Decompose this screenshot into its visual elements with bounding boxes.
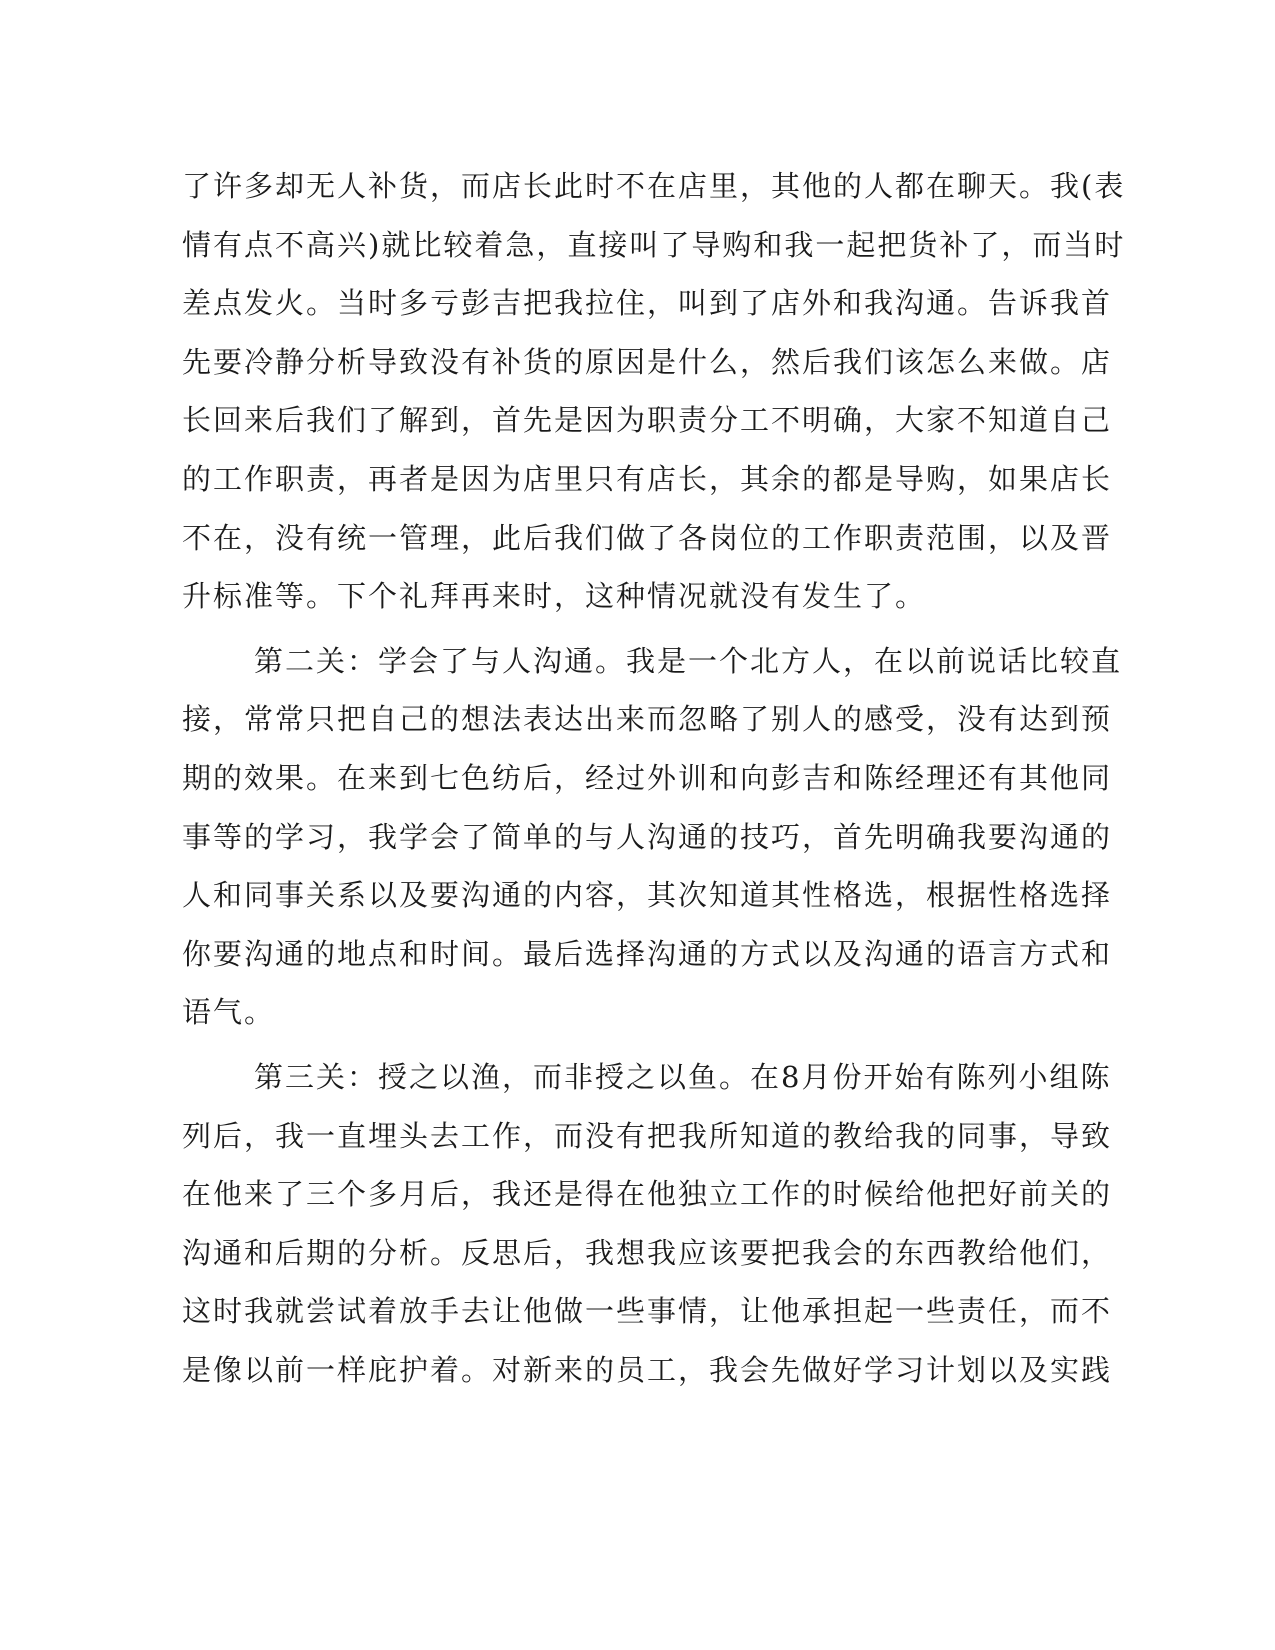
paragraph-3 [182,1048,1113,1400]
text-line: 在他来了三个多月后，我还是得在他独立工作的时候给他把好前关的 [182,1177,1113,1212]
text-line: 列后，我一直埋头去工作，而没有把我所知道的教给我的同事，导致 [182,1118,1113,1153]
document-body [182,157,1126,1399]
paragraph-2 [182,632,1123,1042]
text-line: 不在，没有统一管理，此后我们做了各岗位的工作职责范围，以及晋 [182,520,1113,555]
text-line: 长回来后我们了解到，首先是因为职责分工不明确，大家不知道自己 [182,403,1113,438]
text-line: 差点发火。当时多亏彭吉把我拉住，叫到了店外和我沟通。告诉我首 [182,286,1113,321]
text-line: 你要沟通的地点和时间。最后选择沟通的方式以及沟通的语言方式和 [182,936,1113,971]
text-line: 沟通和后期的分析。反思后，我想我应该要把我会的东西教给他们， [182,1235,1113,1270]
text-line: 了许多却无人补货，而店长此时不在店里，其他的人都在聊天。我(表 [182,169,1126,203]
text-line: 第三关：授之以渔，而非授之以鱼。在8月份开始有陈列小组陈 [254,1059,1112,1094]
text-line: 这时我就尝试着放手去让他做一些事情，让他承担起一些责任，而不 [182,1294,1113,1329]
text-line: 是像以前一样庇护着。对新来的员工，我会先做好学习计划以及实践 [182,1352,1113,1387]
text-line: 的工作职责，再者是因为店里只有店长，其余的都是导购，如果店长 [182,461,1113,496]
text-line: 语气。 [182,995,276,1030]
paragraph-1 [182,157,1126,626]
text-line: 接，常常只把自己的想法表达出来而忽略了别人的感受，没有达到预 [182,702,1113,737]
text-line: 升标准等。下个礼拜再来时，这种情况就没有发生了。 [182,579,927,614]
text-line: 第二关：学会了与人沟通。我是一个北方人，在以前说话比较直 [254,643,1123,678]
text-line: 先要冷静分析导致没有补货的原因是什么，然后我们该怎么来做。店 [182,344,1113,379]
text-line: 情有点不高兴)就比较着急，直接叫了导购和我一起把货补了，而当时 [182,227,1126,262]
text-line: 人和同事关系以及要沟通的内容，其次知道其性格选，根据性格选择 [182,878,1113,913]
text-line: 期的效果。在来到七色纺后，经过外训和向彭吉和陈经理还有其他同 [182,760,1113,795]
text-line: 事等的学习，我学会了简单的与人沟通的技巧，首先明确我要沟通的 [182,819,1113,854]
